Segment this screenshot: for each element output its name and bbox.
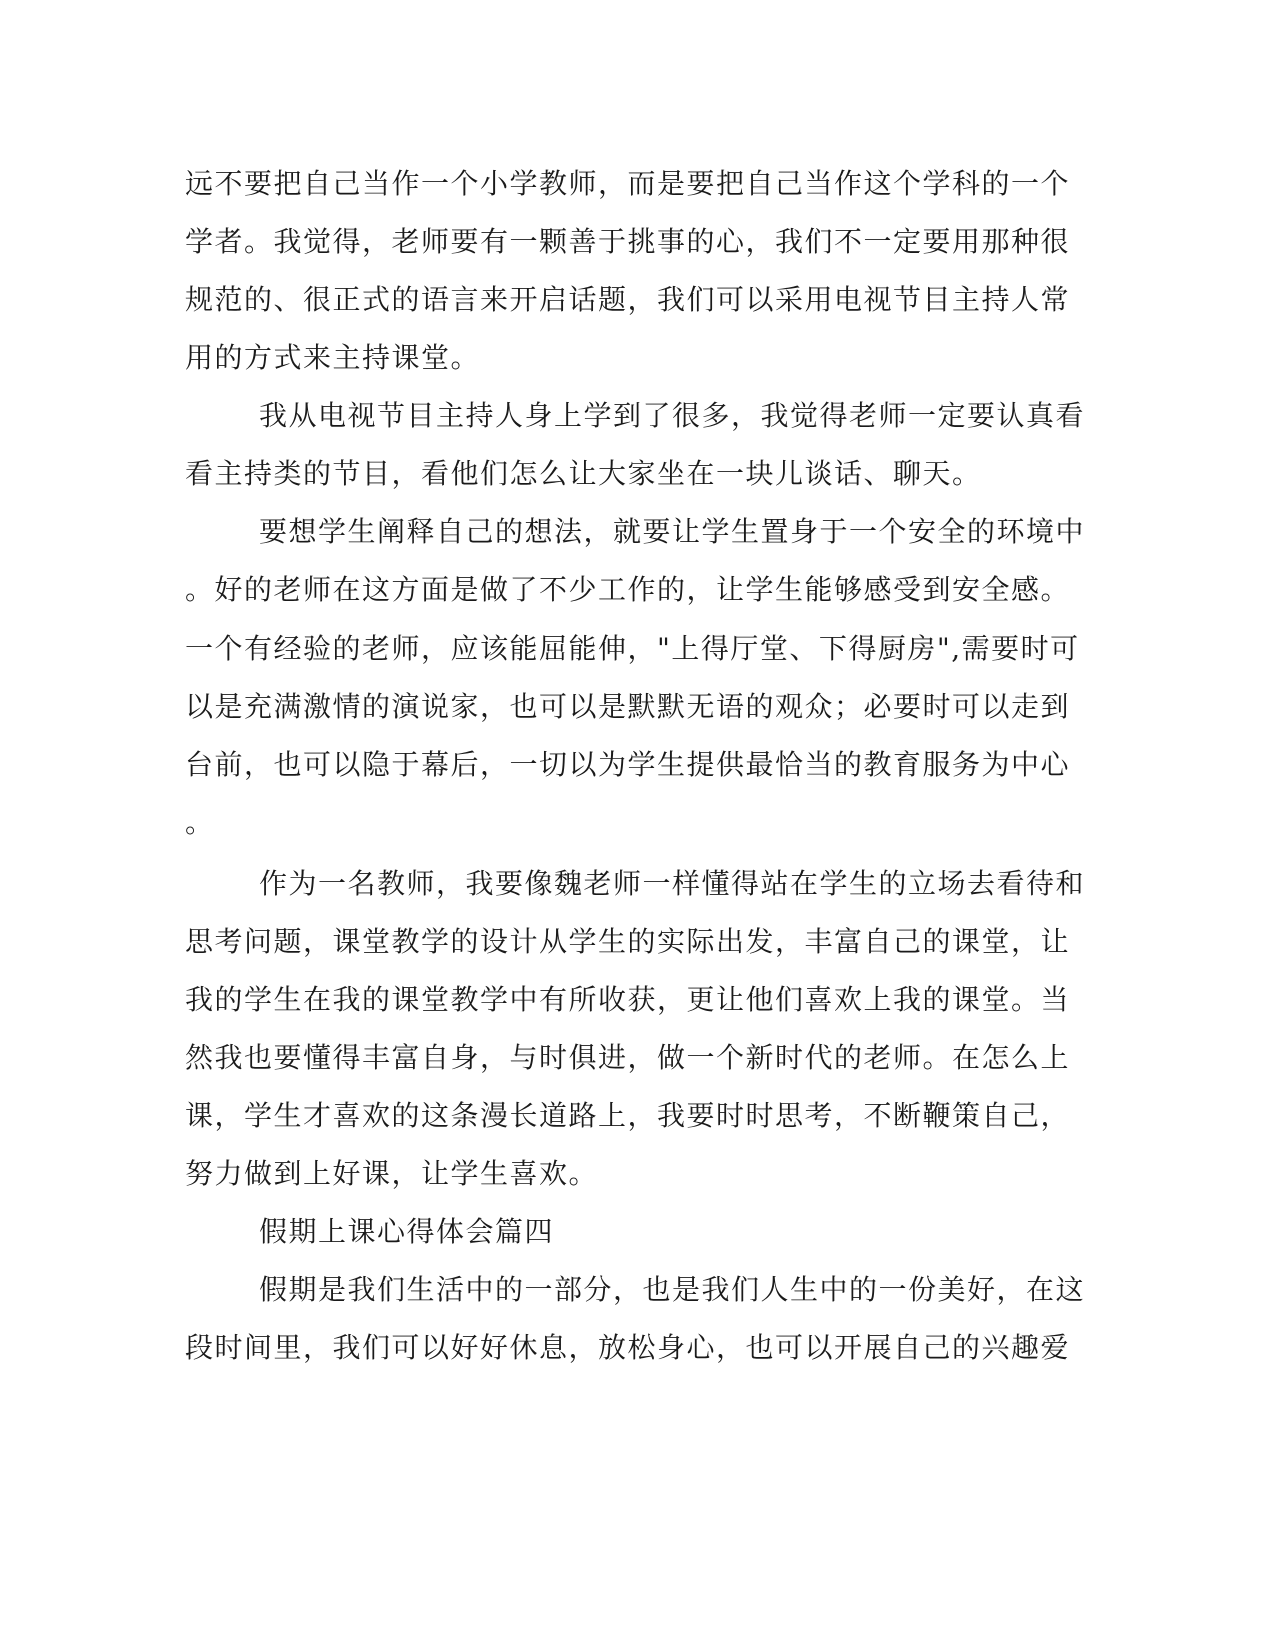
paragraph-first-line: 作为一名教师，我要像魏老师一样懂得站在学生的立场去看待和 — [259, 867, 1086, 900]
text-line: 台前，也可以隐于幕后，一切以为学生提供最恰当的教育服务为中心 — [185, 748, 1071, 781]
text-line: 努力做到上好课，让学生喜欢。 — [185, 1157, 599, 1190]
text-line: 学者。我觉得，老师要有一颗善于挑事的心，我们不一定要用那种很 — [185, 225, 1071, 258]
text-line: 段时间里，我们可以好好休息，放松身心，也可以开展自己的兴趣爱 — [185, 1331, 1071, 1364]
text-line: 我的学生在我的课堂教学中有所收获，更让他们喜欢上我的课堂。当 — [185, 983, 1071, 1016]
paragraph-first-line: 要想学生阐释自己的想法，就要让学生置身于一个安全的环境中 — [259, 515, 1086, 548]
text-line: 。好的老师在这方面是做了不少工作的，让学生能够感受到安全感。 — [185, 573, 1071, 606]
text-line: 然我也要懂得丰富自身，与时俱进，做一个新时代的老师。在怎么上 — [185, 1041, 1071, 1074]
text-line: 思考问题，课堂教学的设计从学生的实际出发，丰富自己的课堂，让 — [185, 925, 1071, 958]
section-heading: 假期上课心得体会篇四 — [259, 1215, 555, 1248]
text-line: 以是充满激情的演说家，也可以是默默无语的观众；必要时可以走到 — [185, 690, 1071, 723]
text-line: 看主持类的节目，看他们怎么让大家坐在一块儿谈话、聊天。 — [185, 457, 982, 490]
text-line: 用的方式来主持课堂。 — [185, 341, 481, 374]
text-line: 规范的、很正式的语言来开启话题，我们可以采用电视节目主持人常 — [185, 283, 1071, 316]
paragraph-first-line: 假期是我们生活中的一部分，也是我们人生中的一份美好，在这 — [259, 1273, 1086, 1306]
text-line: 远不要把自己当作一个小学教师，而是要把自己当作这个学科的一个 — [185, 167, 1071, 200]
text-line: 。 — [185, 806, 215, 839]
text-line: 课，学生才喜欢的这条漫长道路上，我要时时思考，不断鞭策自己， — [185, 1099, 1071, 1132]
paragraph-first-line: 我从电视节目主持人身上学到了很多，我觉得老师一定要认真看 — [259, 399, 1086, 432]
text-line: 一个有经验的老师，应该能屈能伸，"上得厅堂、下得厨房",需要时可 — [185, 632, 1080, 665]
